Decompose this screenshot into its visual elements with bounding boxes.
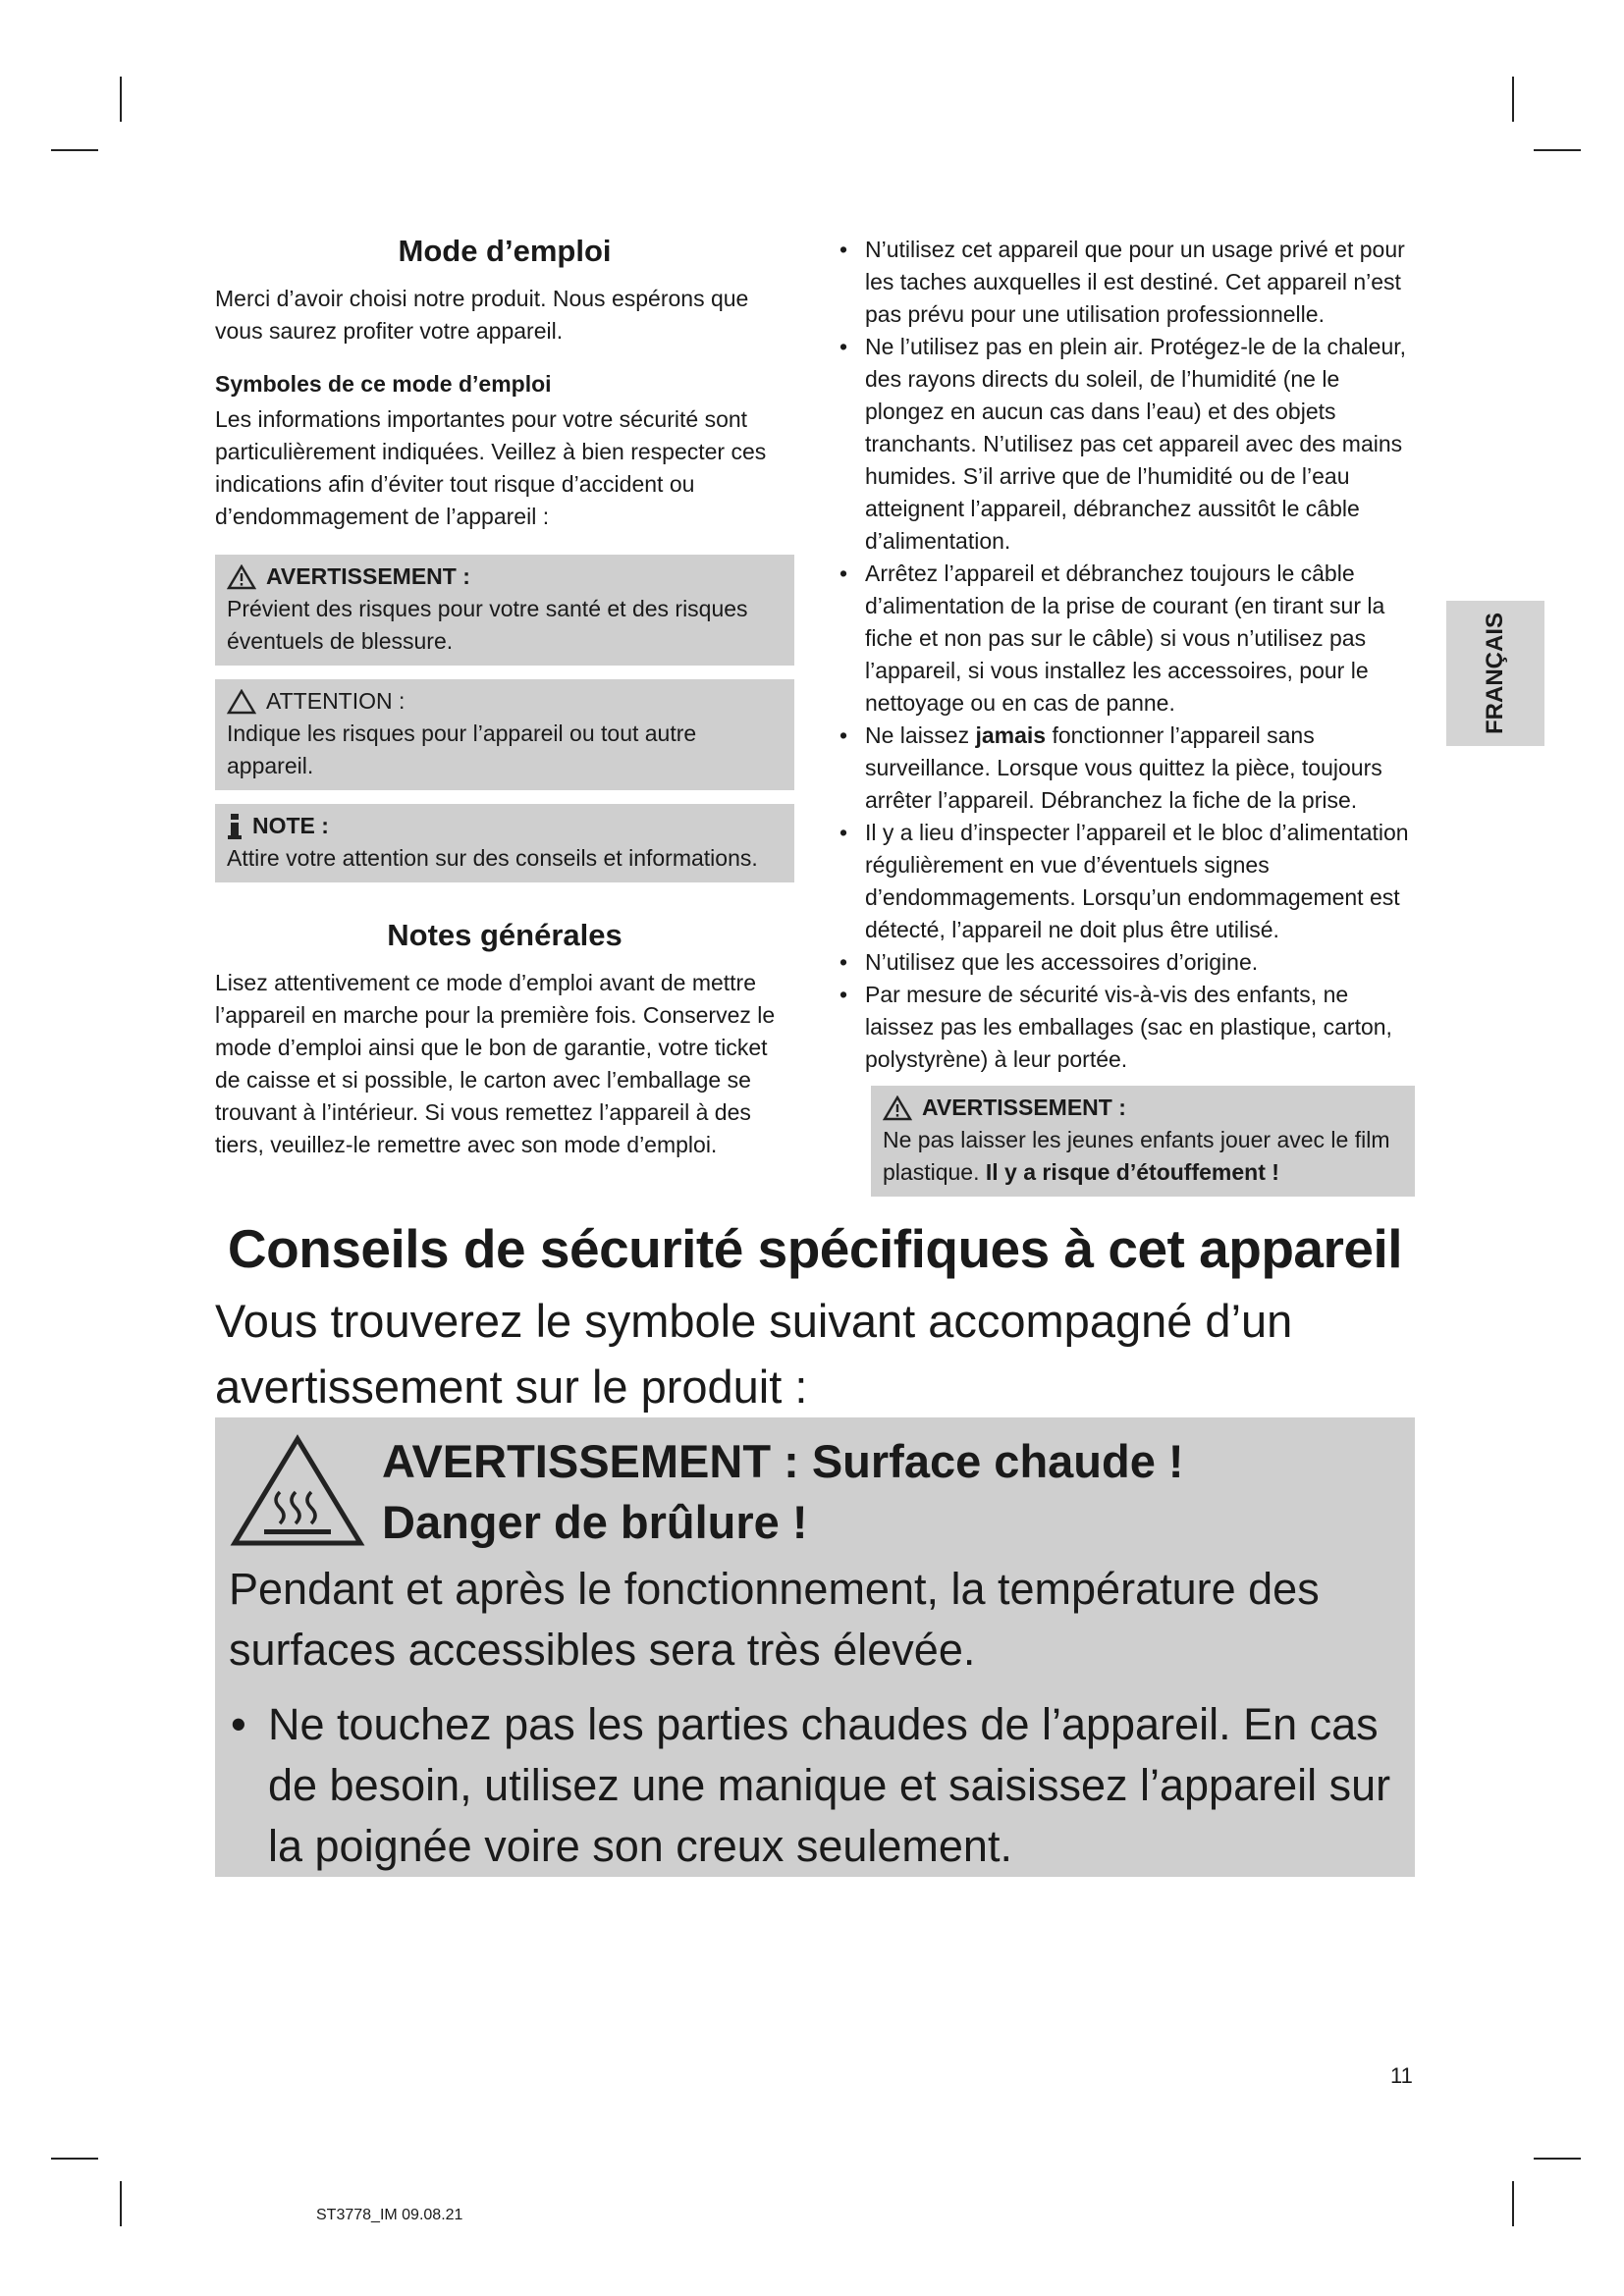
language-tab <box>1446 601 1544 746</box>
warning-text: Prévient des risques pour votre santé et des risques éventuels de blessure. <box>227 596 748 654</box>
note-box <box>215 804 794 882</box>
safety-bullet-list <box>836 234 1415 1076</box>
info-icon <box>227 814 243 839</box>
crop-mark <box>51 149 98 151</box>
hot-surface-warning-box <box>215 1417 1415 1877</box>
list-item: • Ne l’utilisez pas en plein air. Protégez-le de la chaleur, des rayons directs du soleil, de l’humidité (ne le plongez en aucun cas dans l’eau) et des objets tranchants. N’utilisez pas cet appareil avec des mains humides. S’il arrive que de l’humidité ou de l’eau atteignent l’appareil, débranchez aussitôt le câble d’alimentation. <box>839 334 1407 554</box>
list-item: • Ne laissez jamais fonctionner l’appareil sans surveillance. Lorsque vous quittez la pièce, toujours arrêter l’appareil. Débranchez la fiche de la prise. <box>839 722 1382 813</box>
general-notes-text: Lisez attentivement ce mode d’emploi avant de mettre l’appareil en marche pour la première fois. Conservez le mode d’emploi ainsi que le bon de garantie, votre ticket de caisse et si possible, le carton avec l’emballage se trouvant à l’intérieur. Si vous remettez l’appareil à des tiers, veuillez-le remettre avec son mode d’emploi. <box>215 970 776 1157</box>
warning-label: AVERTISSEMENT : <box>266 563 470 589</box>
attention-box <box>215 679 794 790</box>
list-item: • N’utilisez cet appareil que pour un usage privé et pour les taches auxquelles il est destiné. Cet appareil n’est pas prévu pour une utilisation professionnelle. <box>839 237 1405 327</box>
crop-mark <box>1512 77 1514 122</box>
crop-mark <box>1534 149 1581 151</box>
intro-text: Merci d’avoir choisi notre produit. Nous espérons que vous saurez profiter votre appareil. <box>215 286 749 344</box>
hot-surface-icon <box>229 1433 366 1549</box>
warning-box <box>215 555 794 666</box>
symbols-text: Les informations importantes pour votre sécurité sont particulièrement indiquées. Veillez à bien respecter ces indications afin d’éviter tout risque d’accident ou d’endommagement de l’appareil : <box>215 406 767 529</box>
symbols-title: Symboles de ce mode d’emploi <box>215 371 552 397</box>
child-warning-label: AVERTISSEMENT : <box>922 1095 1126 1120</box>
list-item: • N’utilisez que les accessoires d’origine. <box>839 949 1259 975</box>
crop-mark <box>1512 2181 1514 2226</box>
list-item: • Par mesure de sécurité vis-à-vis des enfants, ne laissez pas les emballages (sac en plastique, carton, polystyrène) à leur portée. <box>839 982 1392 1072</box>
hot-surface-list <box>229 1694 1397 1877</box>
mode-emploi-title: Mode d’emploi <box>398 234 612 268</box>
warning-triangle-icon <box>227 564 256 590</box>
crop-mark <box>120 77 122 122</box>
safety-section-title: Conseils de sécurité spécifiques à cet appareil <box>227 1218 1403 1279</box>
crop-mark <box>120 2181 122 2226</box>
footer-code: ST3778_IM 09.08.21 <box>316 2207 463 2223</box>
child-warning-text: Ne pas laisser les jeunes enfants jouer avec le film plastique. Il y a risque d’étouffement ! <box>883 1127 1390 1185</box>
child-warning-box <box>871 1086 1415 1197</box>
list-item: • Ne touchez pas les parties chaudes de l’appareil. En cas de besoin, utilisez une manique et saisissez l’appareil sur la poignée voire son creux seulement. <box>231 1699 1391 1871</box>
safety-intro: Vous trouverez le symbole suivant accompagné d’un avertissement sur le produit : <box>215 1295 1293 1413</box>
list-item: • Arrêtez l’appareil et débranchez toujours le câble d’alimentation de la prise de courant (en tirant sur la fiche et non pas sur le câble) si vous n’utilisez pas l’appareil, si vous installez les accessoires, pour le nettoyage ou en cas de panne. <box>839 561 1385 716</box>
language-tab-label: FRANÇAIS <box>1482 613 1508 734</box>
list-item: • Il y a lieu d’inspecter l’appareil et le bloc d’alimentation régulièrement en vue d’éventuels signes d’endommagements. Lorsqu’un endommagement est détecté, l’appareil ne doit plus être utilisé. <box>839 820 1409 942</box>
attention-text: Indique les risques pour l’appareil ou tout autre appareil. <box>227 721 697 778</box>
attention-triangle-icon <box>227 689 256 715</box>
page-number: 11 <box>1390 2063 1413 2088</box>
attention-label: ATTENTION : <box>266 688 406 714</box>
note-label: NOTE : <box>252 813 329 838</box>
hot-surface-title: AVERTISSEMENT : Surface chaude ! Danger de brûlure ! <box>382 1435 1184 1548</box>
hot-surface-description: Pendant et après le fonctionnement, la température des surfaces accessibles sera très élevée. <box>229 1564 1320 1675</box>
left-column <box>215 234 794 1161</box>
general-notes-title: Notes générales <box>387 918 623 952</box>
crop-mark <box>1534 2158 1581 2160</box>
crop-mark <box>51 2158 98 2160</box>
warning-triangle-icon <box>883 1095 912 1121</box>
right-column <box>836 234 1415 1197</box>
note-text: Attire votre attention sur des conseils et informations. <box>227 845 758 871</box>
